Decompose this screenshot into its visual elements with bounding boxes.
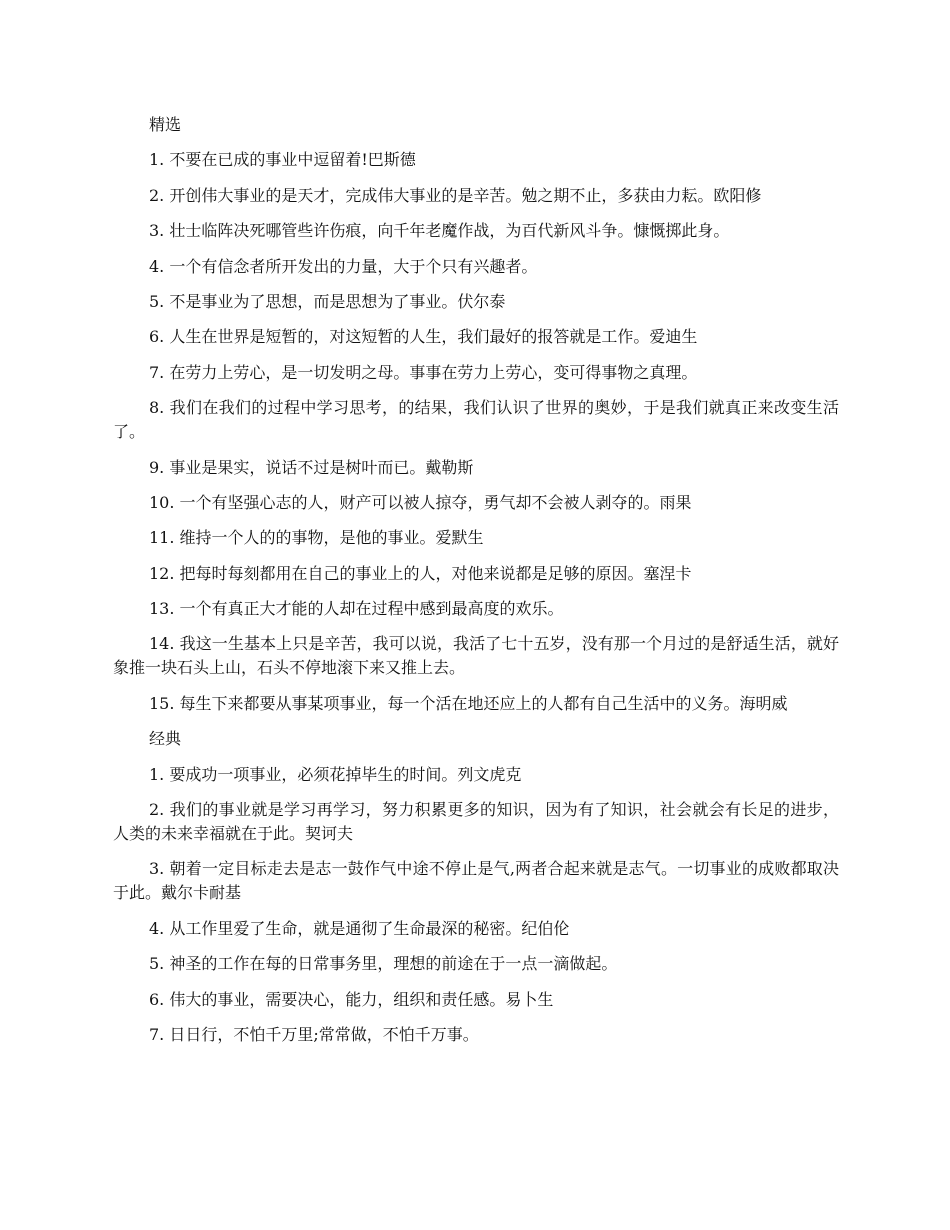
quote-item: 10. 一个有坚强心志的人，财产可以被人掠夺，勇气却不会被人剥夺的。雨果 <box>149 492 692 512</box>
quote-item: 6. 人生在世界是短暂的，对这短暂的人生，我们最好的报答就是工作。爱迪生 <box>149 327 698 347</box>
quote-item: 12. 把每时每刻都用在自己的事业上的人，对他来说都是足够的原因。塞涅卡 <box>149 563 692 583</box>
quote-item: 11. 维持一个人的的事物，是他的事业。爱默生 <box>149 528 484 548</box>
quote-item: 4. 从工作里爱了生命，就是通彻了生命最深的秘密。纪伯伦 <box>149 918 570 938</box>
quote-item: 1. 要成功一项事业，必须花掉毕生的时间。列文虎克 <box>149 764 522 784</box>
quote-item: 7. 在劳力上劳心，是一切发明之母。事事在劳力上劳心，变可得事物之真理。 <box>149 362 698 382</box>
quote-item: 8. 我们在我们的过程中学习思考，的结果，我们认识了世界的奥妙，于是我们就真正来改变生活了。 <box>113 398 839 442</box>
quote-item: 1. 不要在已成的事业中逗留着!巴斯德 <box>149 150 416 170</box>
section-heading: 精选 <box>149 115 182 134</box>
quote-item: 3. 朝着一定目标走去是志一鼓作气中途不停止是气,两者合起来就是志气。一切事业的成败都取决于此。戴尔卡耐基 <box>113 859 839 903</box>
quote-item: 4. 一个有信念者所开发出的力量，大于个只有兴趣者。 <box>149 256 538 276</box>
quote-item: 13. 一个有真正大才能的人却在过程中感到最高度的欢乐。 <box>149 599 564 619</box>
quote-item: 6. 伟大的事业，需要决心，能力，组织和责任感。易卜生 <box>149 989 554 1009</box>
quote-item: 14. 我这一生基本上只是辛苦，我可以说，我活了七十五岁，没有那一个月过的是舒适生活，就好象推一块石头上山，石头不停地滚下来又推上去。 <box>113 634 839 678</box>
quote-item: 5. 不是事业为了思想，而是思想为了事业。伏尔泰 <box>149 291 506 311</box>
quote-item: 2. 我们的事业就是学习再学习，努力积累更多的知识，因为有了知识，社会就会有长足的进步，人类的未来幸福就在于此。契诃夫 <box>113 800 839 844</box>
quote-item: 9. 事业是果实，说话不过是树叶而已。戴勒斯 <box>149 457 474 477</box>
quote-item: 15. 每生下来都要从事某项事业，每一个活在地还应上的人都有自己生活中的义务。海明威 <box>149 693 788 713</box>
quote-item: 7. 日日行，不怕千万里;常常做，不怕千万事。 <box>149 1024 479 1044</box>
section-heading: 经典 <box>149 729 182 749</box>
quote-item: 5. 神圣的工作在每的日常事务里，理想的前途在于一点一滴做起。 <box>149 954 618 974</box>
document-body <box>113 113 839 1058</box>
quote-item: 3. 壮士临阵决死哪管些许伤痕，向千年老魔作战，为百代新风斗争。慷慨掷此身。 <box>149 221 730 241</box>
quote-item: 2. 开创伟大事业的是天才，完成伟大事业的是辛苦。勉之期不止，多获由力耘。欧阳修 <box>149 185 762 205</box>
